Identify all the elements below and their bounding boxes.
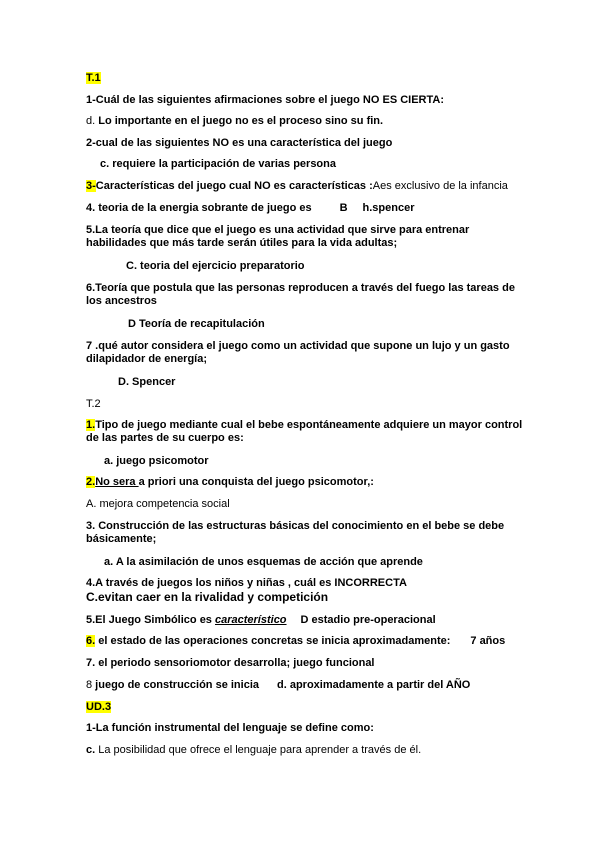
t2-answer-2: A. mejora competencia social (86, 498, 230, 510)
section-title-t2: T.2 (86, 398, 101, 410)
t2-answer-1: a. juego psicomotor (104, 455, 209, 467)
t2-question-6: 6. el estado de las operaciones concretas se inicia aproximadamente: 7 años (86, 635, 506, 647)
t2-question-1: 1.Tipo de juego mediante cual el bebe espontáneamente adquiere un mayor control de las partes de su cuerpo es: (86, 419, 523, 444)
t1-question-7: 7 .qué autor considera el juego como un actividad que supone un lujo y un gasto dilapidador de energía; (86, 340, 510, 365)
t2-question-3: 3. Construcción de las estructuras básicas del conocimiento en el bebe se debe básicamente; (86, 520, 505, 545)
ud3-answer-1: c. La posibilidad que ofrece el lenguaje para aprender a través de él. (86, 744, 422, 756)
t1-answer-1: d. Lo importante en el juego no es el proceso sino su fin. (86, 115, 384, 127)
t1-question-2: 2-cual de las siguientes NO es una característica del juego (86, 137, 393, 149)
t2-question-5: 5.El Juego Simbólico es característico D estadio pre-operacional (86, 614, 436, 626)
t2-question-8: 8 juego de construcción se inicia d. aproximadamente a partir del AÑO (86, 679, 471, 691)
t2-answer-4: C.evitan caer en la rivalidad y competición (86, 590, 329, 604)
section-title-ud3: UD.3 (86, 701, 112, 713)
t1-question-1: 1-Cuál de las siguientes afirmaciones sobre el juego NO ES CIERTA: (86, 94, 444, 106)
t2-answer-3: a. A la asimilación de unos esquemas de acción que aprende (104, 556, 423, 568)
t1-answer-6: D Teoría de recapitulación (128, 318, 265, 330)
t1-question-4: 4. teoria de la energia sobrante de juego es B h.spencer (86, 202, 415, 214)
t1-question-5: 5.La teoría que dice que el juego es una actividad que sirve para entrenar habilidades que más tarde serán útiles para la vida adultas; (86, 224, 470, 249)
t2-question-2: 2.No sera a priori una conquista del juego psicomotor,: (86, 476, 374, 488)
t1-question-3: 3-Características del juego cual NO es características :Aes exclusivo de la infancia (86, 180, 508, 192)
t1-answer-2: c. requiere la participación de varias persona (100, 158, 336, 170)
t2-question-7: 7. el periodo sensoriomotor desarrolla; juego funcional (86, 657, 375, 669)
section-title-t1: T.1 (86, 72, 101, 84)
t1-question-6: 6.Teoría que postula que las personas reproducen a través del fuego las tareas de los ancestros (86, 282, 515, 307)
t1-answer-5: C. teoria del ejercicio preparatorio (126, 260, 305, 272)
ud3-question-1: 1-La función instrumental del lenguaje se define como: (86, 722, 374, 734)
t1-answer-7: D. Spencer (118, 376, 176, 388)
t2-question-4: 4.A través de juegos los niños y niñas , cuál es INCORRECTA (86, 577, 407, 589)
